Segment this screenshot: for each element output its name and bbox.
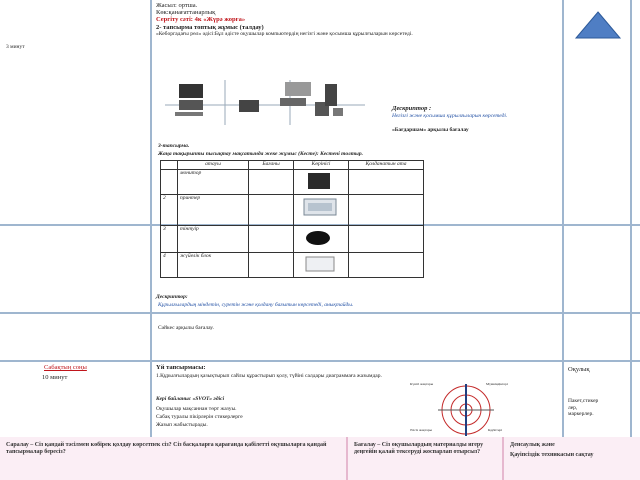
time-cell: 3 минут	[6, 44, 25, 50]
device-table	[160, 160, 424, 278]
method-title: Кері байланыс «SVOT» әдісі	[156, 396, 225, 402]
table-row: 4 жүйелік блок	[161, 253, 424, 278]
printer-image	[296, 195, 342, 221]
task2-desc: «Кеборгадағы рөл» әдісі:Бұл әдісте оқушылар компьютердің негізгі және қосымша құрылғыларын көрсетеді.	[156, 31, 413, 37]
grid-line	[0, 312, 640, 314]
descriptor-title: Дескриптор :	[392, 105, 432, 112]
method-line-1: Оқушылар мақсаннан төрт жазуы.	[156, 406, 237, 412]
homework-text: 1.Құрылғылардың қазықтырып сайлы құрастырып қолу, түйіні салдары диаграммаға жазымдар.	[156, 373, 382, 379]
swot-diagram	[408, 380, 526, 436]
table-row: монитор	[161, 170, 424, 195]
materials-text: Пакет,стикер лер, маркерлер.	[568, 398, 599, 417]
safety-title: Денсаулық және	[510, 442, 555, 448]
line-1: Жасыл: ортша.	[156, 2, 198, 9]
lesson-end-title: Сабақтың соңы	[44, 364, 87, 371]
grid-line	[150, 0, 152, 437]
swot-label: Күшті жақтары	[410, 382, 434, 386]
swot-label: Әлсіз жақтары	[410, 428, 432, 432]
grid-line	[0, 360, 640, 362]
task3-desc: Жаңа тақырыпты пысықтау мақсатында жеке жұмыс (Кесте): Кестені толтыр.	[158, 151, 363, 157]
textbook-label: Оқулық	[568, 366, 590, 373]
task2-title: 2- тапсырма топтық жұмыс (талдау)	[156, 24, 264, 31]
method-line-2: Сабақ туралы пікірлерін стикерлерге	[156, 414, 243, 420]
scroll-up-button[interactable]	[574, 10, 622, 40]
assessment-text: Сәйкес арқылы бағалау.	[158, 325, 214, 331]
swot-label: Қауіптері	[488, 428, 503, 432]
method-line-3: Жазып жабыстырады.	[156, 422, 208, 428]
descriptor2-text: Құрылғылардың міндетін, суретін және қолдану бағытын көрсетеді, анықтайды.	[158, 302, 354, 308]
system-unit-image	[296, 253, 342, 275]
descriptor2-title: Дескриптор:	[156, 294, 188, 300]
line-2: Көк:қанағаттанарлық	[156, 9, 216, 16]
mouse-image	[296, 226, 342, 248]
assessment-plan-text: Бағалау – Сіз оқушылардың материалды игеру деңгейін қалай тексеруді жоспарлап отырсыз?	[354, 442, 484, 455]
differentiation-text: Саралау – Сіз қандай тәсілмен көбірек қолдау көрсетпек сіз? Сіз басқаларға қарағанда қабілетті оқушыларға қандай тапсырмалар бересіз?	[6, 442, 327, 455]
descriptor-line2: «Бағдаршам» арқылы бағалау	[392, 127, 469, 133]
grid-line	[562, 0, 564, 437]
table-header-num	[161, 161, 178, 170]
homework-title: Үй тапсырмасы:	[156, 364, 206, 371]
table-header: Көрінісі	[294, 161, 349, 170]
descriptor-line1: Негізгі және қосымша құрылғыларын көрсетеді.	[392, 113, 508, 119]
swot-label: Мүмкіндіктері	[486, 382, 508, 386]
grid-line	[346, 437, 348, 480]
grid-line	[502, 437, 504, 480]
strategy-title: Сергіту сәті: 4к «Жүрә жорға»	[156, 16, 246, 23]
safety-text: Қауіпсіздік техникасын сақтау	[510, 452, 594, 458]
monitor-image	[296, 170, 342, 192]
table-header: атауы	[178, 161, 249, 170]
triangle-icon	[574, 10, 622, 40]
lesson-end-time: 10 минут	[42, 374, 68, 381]
table-header: Бағаны	[249, 161, 294, 170]
table-row: 2 принтер	[161, 195, 424, 226]
task3-title: 3-тапсырма.	[158, 143, 190, 149]
table-header: Қолданатын ата	[349, 161, 424, 170]
grid-line	[630, 0, 632, 437]
devices-illustration	[165, 80, 365, 125]
table-row: 3 тінтуір	[161, 226, 424, 253]
